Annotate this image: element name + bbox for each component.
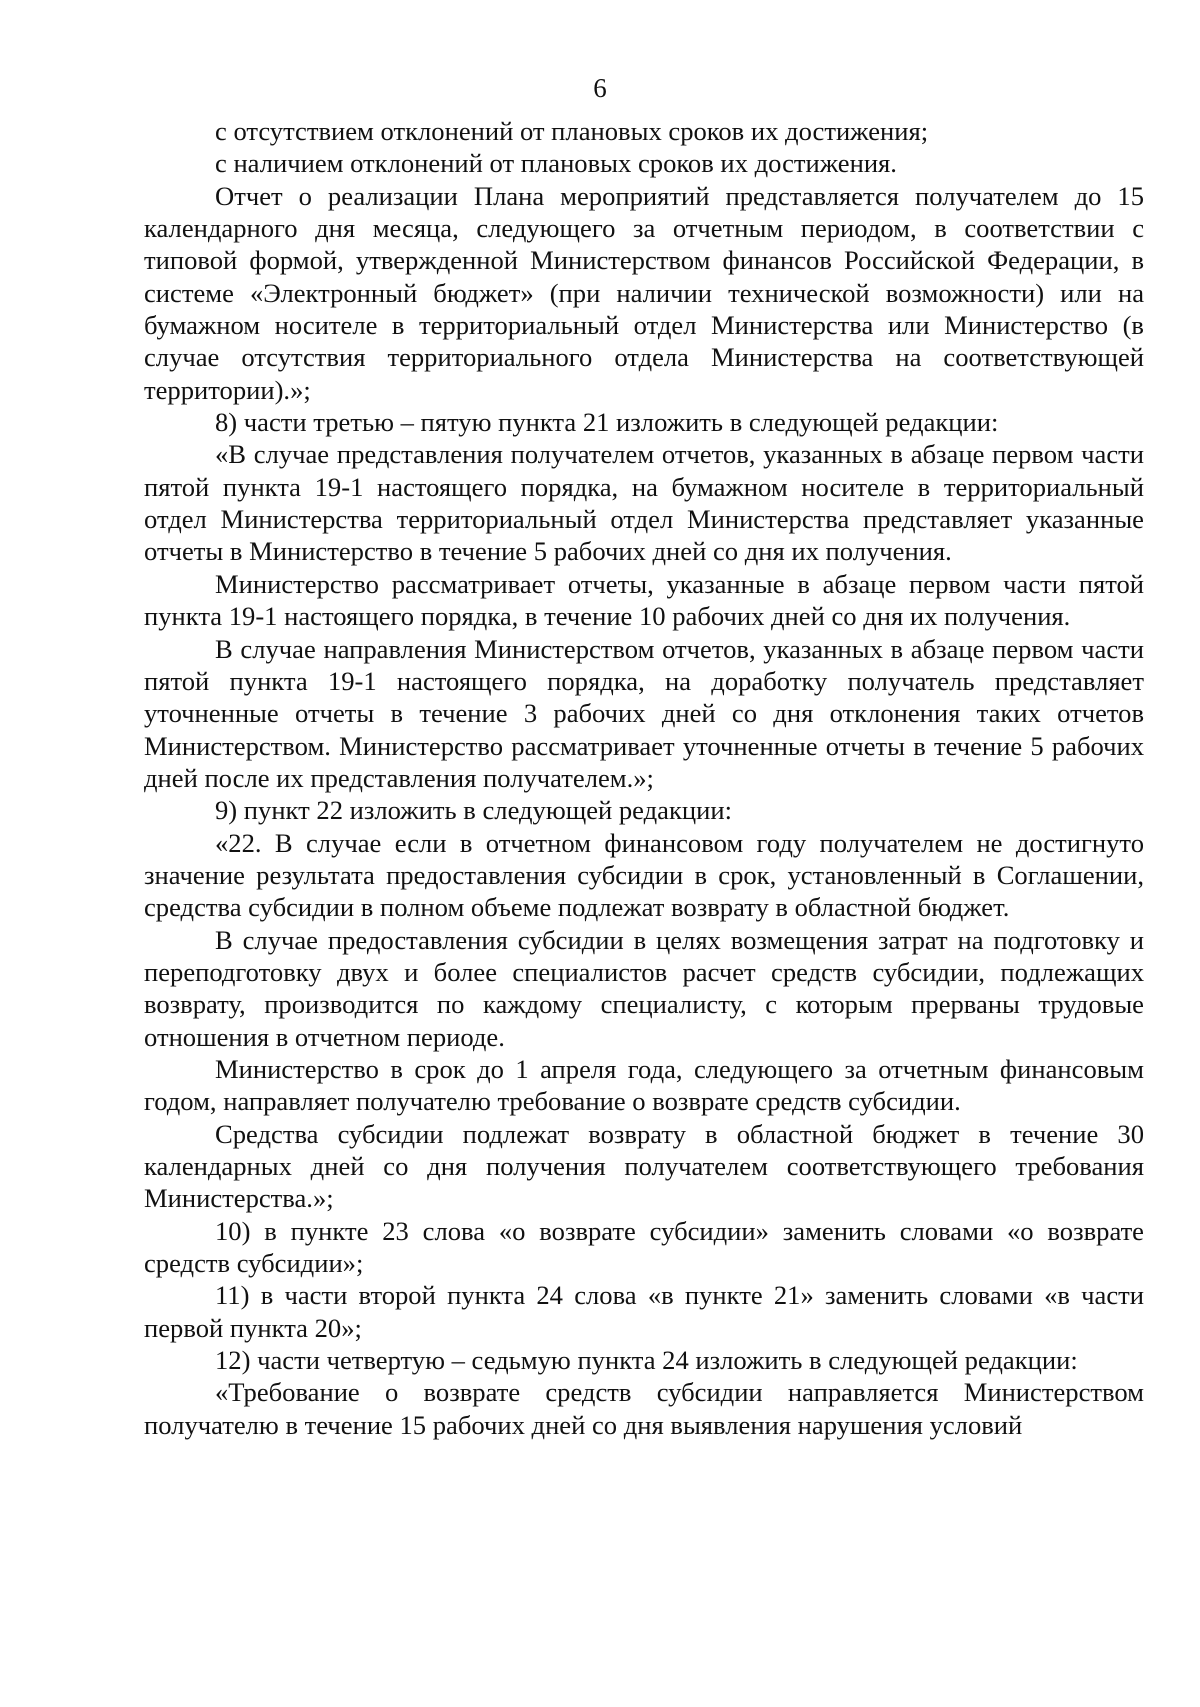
paragraph: 10) в пункте 23 слова «о возврате субсидии» заменить словами «о возврате средств субсидии»;	[144, 1215, 1144, 1279]
paragraph: 12) части четвертую – седьмую пункта 24 изложить в следующей редакции:	[215, 1345, 1078, 1376]
paragraph: 8) части третью – пятую пункта 21 изложить в следующей редакции:	[215, 407, 999, 438]
paragraph: с отсутствием отклонений от плановых сроков их достижения;	[215, 116, 929, 146]
paragraph: с наличием отклонений от плановых сроков их достижения.	[215, 148, 897, 179]
paragraph: «В случае представления получателем отчетов, указанных в абзаце первом части пятой пункта 19-1 настоящего порядка, на бумажном носителе в территориальный отдел Министерства территориальный отдел Министерства представляет указанные отчеты в Министерство в течение 5 рабочих дней со дня их получения.	[144, 439, 1144, 567]
paragraph: Отчет о реализации Плана мероприятий представляется получателем до 15 календарного дня месяца, следующего за отчетным периодом, в соответствии с типовой формой, утвержденной Министерством финансов Российской Федерации, в системе «Электронный бюджет» (при наличии технической возможности) или на бумажном носителе в территориальный отдел Министерства или Министерство (в случае отсутствия территориального отдела Министерства на соответствующей территории).»;	[144, 180, 1144, 405]
page-number: 6	[593, 73, 607, 103]
paragraph: 11) в части второй пункта 24 слова «в пункте 21» заменить словами «в части первой пункта 20»;	[144, 1280, 1144, 1343]
paragraph: «Требование о возврате средств субсидии направляется Министерством получателю в течение 15 рабочих дней со дня выявления нарушения условий	[144, 1377, 1144, 1440]
document-body	[144, 115, 1144, 1441]
paragraph: «22. В случае если в отчетном финансовом году получателем не достигнуто значение результата предоставления субсидии в срок, установленный в Соглашении, средства субсидии в полном объеме подлежат возврату в областной бюджет.	[144, 827, 1144, 923]
paragraph: Средства субсидии подлежат возврату в областной бюджет в течение 30 календарных дней со дня получения получателем соответствующего требования Министерства.»;	[144, 1118, 1144, 1214]
paragraph: В случае предоставления субсидии в целях возмещения затрат на подготовку и переподготовку двух и более специалистов расчет средств субсидии, подлежащих возврату, производится по каждому специалисту, с которым прерваны трудовые отношения в отчетном периоде.	[144, 924, 1144, 1052]
paragraph: Министерство рассматривает отчеты, указанные в абзаце первом части пятой пункта 19-1 настоящего порядка, в течение 10 рабочих дней со дня их получения.	[144, 568, 1144, 632]
paragraph: 9) пункт 22 изложить в следующей редакции:	[215, 795, 732, 826]
paragraph: В случае направления Министерством отчетов, указанных в абзаце первом части пятой пункта 19-1 настоящего порядка, на доработку получатель представляет уточненные отчеты в течение 3 рабочих дней со дня отклонения таких отчетов Министерством. Министерство рассматривает уточненные отчеты в течение 5 рабочих дней после их представления получателем.»;	[144, 633, 1144, 793]
paragraph: Министерство в срок до 1 апреля года, следующего за отчетным финансовым годом, направляет получателю требование о возврате средств субсидии.	[144, 1053, 1144, 1117]
